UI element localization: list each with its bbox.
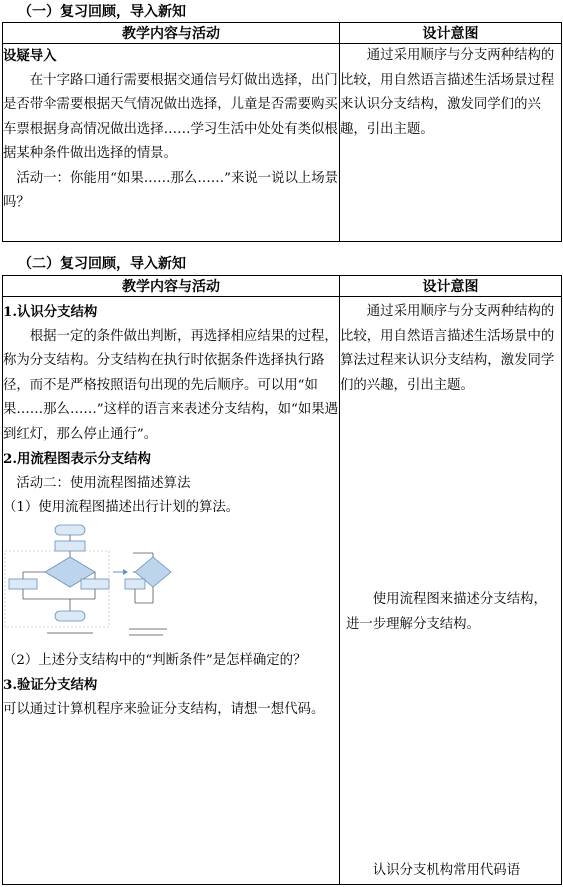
section1-table: [2, 22, 562, 242]
section1-heading: 设疑导入: [3, 48, 57, 64]
section1-content-cell: [3, 44, 340, 242]
section2-intent-cell: [340, 297, 562, 885]
section2-left-header: 教学内容与活动: [3, 276, 340, 297]
branch-definition: 根据一定的条件做出判断，再选择相应结果的过程，称为分支结构。分支结构在执行时依据条件选择执行路径，而不是严格按照语句出现的先后顺序。可以用“如果……那么……”这样的语言来表述分支结构，如“如果遇到红灯，那么停止通行”。: [3, 328, 339, 442]
flow-end-node: [55, 611, 85, 621]
section1-right-header: 设计意图: [340, 23, 562, 44]
verify-text: 可以通过计算机程序来验证分支结构，请想一想代码。: [3, 701, 325, 717]
section1-title: （一）复习回顾，导入新知: [18, 4, 186, 20]
question-2: （2）上述分支结构中的“判断条件”是怎样确定的？: [3, 652, 307, 668]
section2-right-header: 设计意图: [340, 276, 562, 297]
flowchart-figure: [3, 523, 339, 647]
section1-left-header: 教学内容与活动: [3, 23, 340, 44]
heading-flowchart: 2.用流程图表示分支结构: [3, 451, 151, 467]
flow-left-process-node: [9, 579, 37, 589]
section2-intent-2: 使用流程图来描述分支结构，进一步理解分支结构。: [346, 592, 547, 632]
question-1: （1）使用流程图描述出行计划的算法。: [3, 500, 240, 515]
flow-input-node: [55, 541, 85, 551]
section2-title: （二）复习回顾，导入新知: [18, 256, 186, 272]
activity2-text: 活动二：使用流程图描述算法: [16, 475, 191, 491]
section2-table: [2, 275, 562, 885]
flow-start-node: [55, 525, 85, 535]
heading-recognize-branch: 1.认识分支结构: [3, 304, 98, 320]
section1-intent-cell: [340, 44, 562, 242]
section2-content-cell: [3, 297, 340, 885]
section1-intent: 通过采用顺序与分支两种结构的比较，用自然语言描述生活场景过程来认识分支结构，激发同学们的兴趣，引出主题。: [340, 48, 555, 137]
flowchart-diagram: [3, 523, 173, 647]
section1-paragraph: 在十字路口通行需要根据交通信号灯做出选择，出门是否带伞需要根据天气情况做出选择，儿童是否需要购买车票根据身高情况做出选择……学习生活中处处有类似根据某种条件做出选择的情景。: [3, 72, 338, 161]
flow-right-process-node: [81, 579, 109, 589]
heading-verify-branch: 3.验证分支结构: [3, 677, 98, 693]
activity1-text: 活动一：你能用“如果……那么……”来说一说以上场景吗？: [3, 170, 339, 210]
section2-intent-3: 认识分支机构常用代码语: [372, 863, 521, 878]
section2-intent-1: 通过采用顺序与分支两种结构的比较，用自然语言描述生活场景中的算法过程来认识分支结构，激发同学们的兴趣，引出主题。: [340, 304, 555, 393]
generic-process-node: [125, 579, 145, 589]
